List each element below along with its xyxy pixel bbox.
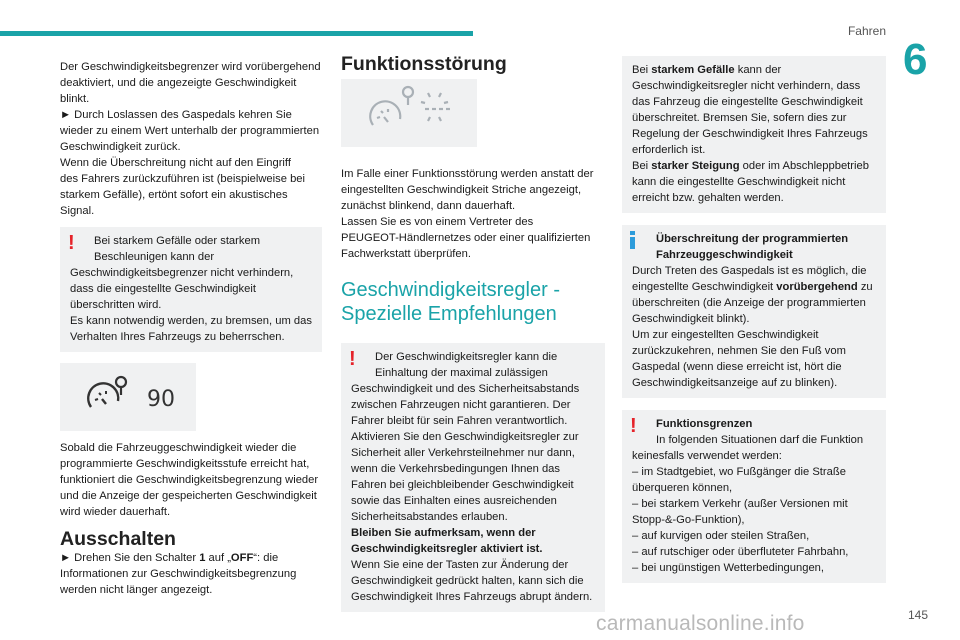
text-line: eingestellten Geschwindigkeit Striche angezeigt, [341,184,582,196]
text-line: Der Geschwindigkeitsregler kann die [375,351,558,363]
text-line: programmierte Geschwindigkeitsstufe erreicht hat, [60,458,310,470]
text-line: funktioniert die Geschwindigkeitsbegrenzung wieder [60,474,319,486]
warning-icon: ! [349,348,356,370]
text-line: keinesfalls verwendet werden: [632,450,782,462]
heading-ausschalten: Ausschalten [60,528,176,550]
after-text [60,440,322,520]
watermark: carmanualsonline.info [596,612,805,635]
text-fragment: eingestellte Geschwindigkeit [632,281,777,293]
heading-funktionsstoerung: Funktionsstörung [341,53,507,75]
speed-value: 90 [147,387,175,412]
text-line: Überschreitung der programmierten [656,233,849,245]
column-1 [60,59,322,598]
section-title-line: Spezielle Empfehlungen [341,303,557,325]
switch-position: OFF [230,552,254,564]
text-line: überschritten wird. [70,299,162,311]
warning-box [60,227,322,352]
text-line: das Fahrzeug die eingestellte Geschwindigkeit [632,96,863,108]
text-line: – auf kurvigen oder steilen Straßen, [632,530,810,542]
text-line [60,550,322,566]
text-line: Beschleunigen kann der [94,251,215,263]
text-line: des Fahrers zurückzuführen ist (beispielweise bei [60,173,305,185]
text-line: starkem Gefälle), ertönt sofort ein akustisches [60,189,288,201]
malfunction-text [341,166,605,262]
text-line: – auf rutschiger oder überfluteter Fahrbahn, [632,546,849,558]
text-fragment: kann der [734,64,782,76]
text-fragment: zu [857,281,873,293]
info-icon [630,231,635,249]
text-fragment: Bei [632,64,652,76]
text-line: Sobald die Fahrzeuggeschwindigkeit wieder die [60,442,297,454]
text-fragment: ► Drehen Sie den Schalter [60,552,200,564]
text-line: Informationen zur Geschwindigkeitsbegrenzung [60,568,297,580]
text-line: Aktivieren Sie den Geschwindigkeitsregler zur [351,431,579,443]
text-line: Geschwindigkeit Ihres Fahrzeugs abrupt ändern. [351,591,593,603]
speedometer-icon [60,363,196,431]
text-line: Sicherheitsabstandes erlauben. [351,511,508,523]
text-line: zunächst blinkend, dann dauerhaft. [341,200,516,212]
page-number: 145 [907,608,928,622]
warning-box [622,410,886,583]
text-line: Verhalten Ihres Fahrzeugs zu beherrschen. [70,331,285,343]
text-line [632,158,876,174]
text-line: dass die eingestellte Geschwindigkeit [70,283,256,295]
text-line: blinkt. [60,93,90,105]
text-line: Durch Treten des Gaspedals ist es möglich, die [632,265,867,277]
warning-icon: ! [68,232,75,254]
text-line: Lassen Sie es von einem Vertreter des [341,216,534,228]
text-fragment: oder im Abschleppbetrieb [739,160,869,172]
info-box [622,225,886,398]
text-line: wenn die Verkehrsbedingungen Ihnen das [351,463,560,475]
text-line: Geschwindigkeit zurück. [60,141,181,153]
text-line: Geschwindigkeit blinkt). [632,313,750,325]
text-line: überqueren können, [632,482,733,494]
text-fragment: “: die [253,552,279,564]
text-line: kann die eingestellte Geschwindigkeit nicht [632,176,846,188]
text-line: wird wieder dauerhaft. [60,506,171,518]
text-line: erforderlich ist. [632,144,706,156]
section-name: Fahren [847,24,886,38]
text-line: zurückzukehren, nehmen Sie den Fuß vom [632,345,846,357]
intro-text [60,59,322,219]
text-line: wieder zu einem Wert unterhalb der programmierten [60,125,320,137]
text-line: ► Durch Loslassen des Gaspedals kehren Sie [60,109,292,121]
section-title-line: Geschwindigkeitsregler - [341,279,560,301]
text-line: Fahren bei gleichbleibender Geschwindigkeit [351,479,574,491]
text-line: Geschwindigkeitsbegrenzer nicht verhindern, [70,267,294,279]
text-line: überschreitet. Bremsen Sie, sofern dies zur [632,112,847,124]
note-box [622,56,886,213]
text-line: Fahrzeuggeschwindigkeit [656,249,793,261]
text-line [632,279,876,295]
text-line: Bei starkem Gefälle oder starkem [94,235,261,247]
text-bold: starkem Gefälle [651,64,735,76]
text-line: PEUGEOT-Händlernetzes oder einer qualifizierten [341,232,591,244]
chapter-number: 6 [903,35,928,84]
header-accent-bar [0,31,473,36]
text-line [632,62,876,78]
text-line: erreicht bzw. gehalten werden. [632,192,784,204]
text-line: – im Stadtgebiet, wo Fußgänger die Straße [632,466,846,478]
text-line: Bleiben Sie aufmerksam, wenn der [351,527,536,539]
text-bold: vorübergehend [776,281,858,293]
warning-box [341,343,605,612]
text-line: Fachwerkstatt überprüfen. [341,248,471,260]
text-line: Es kann notwendig werden, zu bremsen, um das [70,315,312,327]
section-title [341,278,605,326]
warning-icon: ! [630,415,637,437]
text-line: Einhaltung der maximal zulässigen [375,367,548,379]
column-3 [622,56,886,583]
text-line: Gaspedal (wenn diese erreicht ist, hört die [632,361,842,373]
text-line: Sicherheit aller Verkehrsteilnehmer nur dann, [351,447,575,459]
speed-limit-display [60,363,196,431]
text-line: Wenn Sie eine der Tasten zur Änderung der [351,559,569,571]
text-line: – bei starkem Verkehr (außer Versionen mit [632,498,848,510]
text-line: überschreiten (die Anzeige der programmierten [632,297,866,309]
text-line: In folgenden Situationen darf die Funktion [656,434,864,446]
switch-number: 1 [199,552,206,564]
text-line: Geschwindigkeitsregler aktiviert ist. [351,543,543,555]
column-2 [341,53,605,612]
text-line: Geschwindigkeitsanzeige auf zu blinken). [632,377,838,389]
text-line: Regelung der Geschwindigkeit Ihres Fahrzeugs [632,128,868,140]
text-line: werden nicht länger angezeigt. [60,584,213,596]
fault-display [341,79,477,147]
text-fragment: auf „ [205,552,231,564]
text-line: Signal. [60,205,95,217]
text-line: Stopp-&-Go-Funktion), [632,514,745,526]
text-line: Der Geschwindigkeitsbegrenzer wird vorübergehend [60,61,321,73]
text-line: sowie das Einhalten eines ausreichenden [351,495,557,507]
text-line: Fahrer bleibt für sein Fahren verantwortlich. [351,415,568,427]
text-line: Geschwindigkeit und des Sicherheitsabstands [351,383,580,395]
text-line: Im Falle einer Funktionsstörung werden anstatt der [341,168,594,180]
text-line: Geschwindigkeitsregler nicht verhindern, dass [632,80,861,92]
text-line: – bei ungünstigen Wetterbedingungen, [632,562,824,574]
text-bold: starker Steigung [651,160,740,172]
text-fragment: Bei [632,160,652,172]
text-line: Wenn die Überschreitung nicht auf den Eingriff [60,157,291,169]
text-line: deaktiviert, und die angezeigte Geschwindigkeit [60,77,297,89]
text-line: Geschwindigkeit gedrückt halten, kann sich die [351,575,584,587]
text-line: zwischen Fahrzeugen nicht garantieren. Der [351,399,571,411]
text-line: und die Anzeige der gespeicherten Geschwindigkeit [60,490,317,502]
text-line: Um zur eingestellten Geschwindigkeit [632,329,819,341]
text-line: Funktionsgrenzen [656,418,753,430]
speedometer-fault-icon [341,79,477,147]
